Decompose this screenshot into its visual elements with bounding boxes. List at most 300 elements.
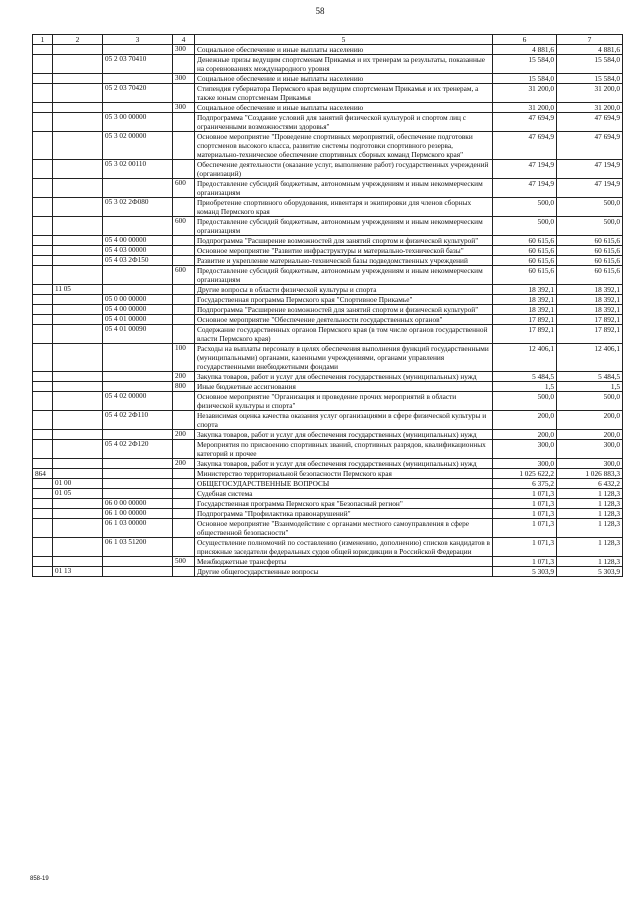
ministry-code-cell bbox=[33, 217, 53, 236]
target-article-cell bbox=[103, 372, 173, 382]
ministry-code-cell bbox=[33, 160, 53, 179]
section-code-cell bbox=[53, 84, 103, 103]
expense-type-cell bbox=[173, 567, 195, 577]
table-row bbox=[33, 55, 623, 74]
table-row bbox=[33, 315, 623, 325]
table-row bbox=[33, 217, 623, 236]
table-row bbox=[33, 509, 623, 519]
ministry-code-cell bbox=[33, 305, 53, 315]
expense-type-cell bbox=[173, 256, 195, 266]
amount-cell: 60 615,6 bbox=[557, 256, 623, 266]
amount-cell: 1 071,3 bbox=[493, 519, 557, 538]
item-name-cell: Предоставление субсидий бюджетным, автономным учреждениям и иным некоммерческим организациям bbox=[195, 266, 493, 285]
table-body bbox=[33, 35, 623, 577]
ministry-code-cell: 864 bbox=[33, 469, 53, 479]
amount-cell: 1 071,3 bbox=[493, 499, 557, 509]
col-header-4: 4 bbox=[173, 35, 195, 45]
ministry-code-cell bbox=[33, 372, 53, 382]
target-article-cell: 05 4 02 2Ф120 bbox=[103, 440, 173, 459]
amount-cell: 60 615,6 bbox=[557, 246, 623, 256]
table-row bbox=[33, 567, 623, 577]
amount-cell: 5 484,5 bbox=[493, 372, 557, 382]
amount-cell: 1 071,3 bbox=[493, 489, 557, 499]
table-row bbox=[33, 372, 623, 382]
section-code-cell bbox=[53, 266, 103, 285]
target-article-cell: 05 0 00 00000 bbox=[103, 295, 173, 305]
section-code-cell: 01 13 bbox=[53, 567, 103, 577]
ministry-code-cell bbox=[33, 509, 53, 519]
section-code-cell bbox=[53, 509, 103, 519]
ministry-code-cell bbox=[33, 538, 53, 557]
section-code-cell bbox=[53, 344, 103, 372]
ministry-code-cell bbox=[33, 392, 53, 411]
item-name-cell: Обеспечение деятельности (оказание услуг, выполнение работ) государственных учреждений (организаций) bbox=[195, 160, 493, 179]
table-row bbox=[33, 266, 623, 285]
amount-cell: 17 892,1 bbox=[493, 325, 557, 344]
expense-type-cell bbox=[173, 315, 195, 325]
table-row bbox=[33, 84, 623, 103]
table-row bbox=[33, 469, 623, 479]
target-article-cell bbox=[103, 382, 173, 392]
section-code-cell bbox=[53, 103, 103, 113]
target-article-cell: 05 2 03 70410 bbox=[103, 55, 173, 74]
section-code-cell bbox=[53, 459, 103, 469]
item-name-cell: Основное мероприятие "Обеспечение деятельности государственных органов" bbox=[195, 315, 493, 325]
amount-cell: 31 200,0 bbox=[493, 103, 557, 113]
item-name-cell: Социальное обеспечение и иные выплаты населению bbox=[195, 74, 493, 84]
expense-type-cell bbox=[173, 236, 195, 246]
expense-type-cell bbox=[173, 469, 195, 479]
col-header-5: 5 bbox=[195, 35, 493, 45]
target-article-cell: 05 3 02 2Ф080 bbox=[103, 198, 173, 217]
expense-type-cell bbox=[173, 479, 195, 489]
item-name-cell: Иные бюджетные ассигнования bbox=[195, 382, 493, 392]
ministry-code-cell bbox=[33, 519, 53, 538]
amount-cell: 1 071,3 bbox=[493, 538, 557, 557]
section-code-cell bbox=[53, 382, 103, 392]
table-row bbox=[33, 344, 623, 372]
section-code-cell bbox=[53, 198, 103, 217]
item-name-cell: Подпрограмма "Профилактика правонарушений" bbox=[195, 509, 493, 519]
table-row bbox=[33, 256, 623, 266]
table-row bbox=[33, 499, 623, 509]
target-article-cell bbox=[103, 266, 173, 285]
section-code-cell bbox=[53, 160, 103, 179]
section-code-cell bbox=[53, 236, 103, 246]
item-name-cell: Закупка товаров, работ и услуг для обеспечения государственных (муниципальных) нужд bbox=[195, 430, 493, 440]
expense-type-cell: 800 bbox=[173, 382, 195, 392]
target-article-cell: 05 4 02 2Ф110 bbox=[103, 411, 173, 430]
amount-cell: 47 194,9 bbox=[493, 179, 557, 198]
expense-type-cell: 600 bbox=[173, 217, 195, 236]
target-article-cell: 05 4 00 00000 bbox=[103, 236, 173, 246]
col-header-7: 7 bbox=[557, 35, 623, 45]
amount-cell: 60 615,6 bbox=[557, 266, 623, 285]
target-article-cell: 05 4 02 00000 bbox=[103, 392, 173, 411]
amount-cell: 500,0 bbox=[557, 217, 623, 236]
amount-cell: 5 303,9 bbox=[557, 567, 623, 577]
section-code-cell bbox=[53, 217, 103, 236]
section-code-cell bbox=[53, 305, 103, 315]
section-code-cell bbox=[53, 325, 103, 344]
amount-cell: 60 615,6 bbox=[493, 236, 557, 246]
expense-type-cell bbox=[173, 392, 195, 411]
col-header-6: 6 bbox=[493, 35, 557, 45]
section-code-cell bbox=[53, 179, 103, 198]
ministry-code-cell bbox=[33, 256, 53, 266]
table-row bbox=[33, 392, 623, 411]
item-name-cell: Основное мероприятие "Развитие инфраструктуры и материально-технической базы" bbox=[195, 246, 493, 256]
amount-cell: 1 128,3 bbox=[557, 509, 623, 519]
item-name-cell: Государственная программа Пермского края "Безопасный регион" bbox=[195, 499, 493, 509]
expense-type-cell: 300 bbox=[173, 74, 195, 84]
expense-type-cell: 200 bbox=[173, 372, 195, 382]
table-row bbox=[33, 411, 623, 430]
amount-cell: 300,0 bbox=[493, 459, 557, 469]
item-name-cell: Государственная программа Пермского края "Спортивное Прикамье" bbox=[195, 295, 493, 305]
item-name-cell: Закупка товаров, работ и услуг для обеспечения государственных (муниципальных) нужд bbox=[195, 372, 493, 382]
amount-cell: 17 892,1 bbox=[493, 315, 557, 325]
target-article-cell bbox=[103, 489, 173, 499]
item-name-cell: Предоставление субсидий бюджетным, автономным учреждениям и иным некоммерческим организациям bbox=[195, 179, 493, 198]
ministry-code-cell bbox=[33, 489, 53, 499]
item-name-cell: Подпрограмма "Создание условий для занятий физической культурой и спортом лиц с ограниченными возможностями здоровья" bbox=[195, 113, 493, 132]
amount-cell: 1 128,3 bbox=[557, 499, 623, 509]
target-article-cell: 05 4 03 00000 bbox=[103, 246, 173, 256]
expense-type-cell bbox=[173, 499, 195, 509]
amount-cell: 18 392,1 bbox=[493, 295, 557, 305]
amount-cell: 15 584,0 bbox=[493, 55, 557, 74]
table-row bbox=[33, 519, 623, 538]
target-article-cell: 06 1 00 00000 bbox=[103, 509, 173, 519]
section-code-cell bbox=[53, 557, 103, 567]
amount-cell: 5 484,5 bbox=[557, 372, 623, 382]
expense-type-cell bbox=[173, 132, 195, 160]
amount-cell: 500,0 bbox=[557, 198, 623, 217]
amount-cell: 1,5 bbox=[493, 382, 557, 392]
amount-cell: 17 892,1 bbox=[557, 325, 623, 344]
amount-cell: 31 200,0 bbox=[493, 84, 557, 103]
table-row bbox=[33, 295, 623, 305]
item-name-cell: Министерство территориальной безопасности Пермского края bbox=[195, 469, 493, 479]
amount-cell: 500,0 bbox=[493, 217, 557, 236]
table-row bbox=[33, 305, 623, 315]
section-code-cell bbox=[53, 372, 103, 382]
expense-type-cell bbox=[173, 411, 195, 430]
expense-type-cell: 100 bbox=[173, 344, 195, 372]
target-article-cell: 06 1 03 00000 bbox=[103, 519, 173, 538]
amount-cell: 60 615,6 bbox=[557, 236, 623, 246]
amount-cell: 1 025 622,2 bbox=[493, 469, 557, 479]
amount-cell: 12 406,1 bbox=[493, 344, 557, 372]
item-name-cell: ОБЩЕГОСУДАРСТВЕННЫЕ ВОПРОСЫ bbox=[195, 479, 493, 489]
col-header-2: 2 bbox=[53, 35, 103, 45]
section-code-cell bbox=[53, 295, 103, 305]
ministry-code-cell bbox=[33, 459, 53, 469]
item-name-cell: Основное мероприятие "Проведение спортивных мероприятий, обеспечение подготовки спортсменов высокого класса, развитие системы подготовки спортивного резерва, материально-техническое обеспечение спортивных сборных команд Пермского края" bbox=[195, 132, 493, 160]
ministry-code-cell bbox=[33, 440, 53, 459]
target-article-cell bbox=[103, 557, 173, 567]
amount-cell: 15 584,0 bbox=[557, 55, 623, 74]
expense-type-cell bbox=[173, 295, 195, 305]
item-name-cell: Социальное обеспечение и иные выплаты населению bbox=[195, 103, 493, 113]
ministry-code-cell bbox=[33, 567, 53, 577]
table-row bbox=[33, 74, 623, 84]
target-article-cell bbox=[103, 479, 173, 489]
expense-type-cell bbox=[173, 489, 195, 499]
expense-type-cell bbox=[173, 198, 195, 217]
expense-type-cell bbox=[173, 160, 195, 179]
amount-cell: 47 694,9 bbox=[493, 113, 557, 132]
target-article-cell: 05 3 02 00000 bbox=[103, 132, 173, 160]
target-article-cell: 05 3 02 00110 bbox=[103, 160, 173, 179]
target-article-cell bbox=[103, 567, 173, 577]
target-article-cell bbox=[103, 430, 173, 440]
table-row bbox=[33, 382, 623, 392]
expense-type-cell bbox=[173, 538, 195, 557]
table-row bbox=[33, 236, 623, 246]
expense-type-cell bbox=[173, 440, 195, 459]
amount-cell: 5 303,9 bbox=[493, 567, 557, 577]
ministry-code-cell bbox=[33, 179, 53, 198]
amount-cell: 47 194,9 bbox=[493, 160, 557, 179]
item-name-cell: Основное мероприятие "Организация и проведение прочих мероприятий в области физической культуры и спорта" bbox=[195, 392, 493, 411]
amount-cell: 47 694,9 bbox=[493, 132, 557, 160]
item-name-cell: Независимая оценка качества оказания услуг организациями в сфере физической культуры и спорта bbox=[195, 411, 493, 430]
amount-cell: 500,0 bbox=[557, 392, 623, 411]
section-code-cell bbox=[53, 74, 103, 84]
amount-cell: 18 392,1 bbox=[493, 305, 557, 315]
item-name-cell: Приобретение спортивного оборудования, инвентаря и экипировки для членов сборных команд Пермского края bbox=[195, 198, 493, 217]
section-code-cell bbox=[53, 392, 103, 411]
target-article-cell bbox=[103, 344, 173, 372]
section-code-cell bbox=[53, 430, 103, 440]
table-row bbox=[33, 440, 623, 459]
table-row bbox=[33, 459, 623, 469]
table-row bbox=[33, 103, 623, 113]
ministry-code-cell bbox=[33, 411, 53, 430]
ministry-code-cell bbox=[33, 84, 53, 103]
section-code-cell bbox=[53, 538, 103, 557]
amount-cell: 60 615,6 bbox=[493, 266, 557, 285]
target-article-cell bbox=[103, 217, 173, 236]
table-row bbox=[33, 179, 623, 198]
col-header-3: 3 bbox=[103, 35, 173, 45]
ministry-code-cell bbox=[33, 266, 53, 285]
expense-type-cell: 500 bbox=[173, 557, 195, 567]
amount-cell: 200,0 bbox=[493, 430, 557, 440]
table-row bbox=[33, 160, 623, 179]
section-code-cell bbox=[53, 45, 103, 55]
amount-cell: 4 881,6 bbox=[493, 45, 557, 55]
amount-cell: 60 615,6 bbox=[493, 246, 557, 256]
amount-cell: 31 200,0 bbox=[557, 103, 623, 113]
amount-cell: 47 694,9 bbox=[557, 132, 623, 160]
ministry-code-cell bbox=[33, 315, 53, 325]
amount-cell: 12 406,1 bbox=[557, 344, 623, 372]
item-name-cell: Стипендия губернатора Пермского края ведущим спортсменам Прикамья и их тренерам, а также юным спортсменам Прикамья bbox=[195, 84, 493, 103]
table-row bbox=[33, 325, 623, 344]
expense-type-cell bbox=[173, 113, 195, 132]
amount-cell: 6 375,2 bbox=[493, 479, 557, 489]
ministry-code-cell bbox=[33, 430, 53, 440]
item-name-cell: Мероприятия по присвоению спортивных званий, спортивных разрядов, квалификационных категорий и прочее bbox=[195, 440, 493, 459]
target-article-cell bbox=[103, 285, 173, 295]
item-name-cell: Основное мероприятие "Взаимодействие с органами местного самоуправления в сфере общественной безопасности" bbox=[195, 519, 493, 538]
table-row bbox=[33, 246, 623, 256]
expense-type-cell: 300 bbox=[173, 45, 195, 55]
expense-type-cell bbox=[173, 285, 195, 295]
section-code-cell bbox=[53, 440, 103, 459]
expense-type-cell: 300 bbox=[173, 103, 195, 113]
section-code-cell bbox=[53, 411, 103, 430]
ministry-code-cell bbox=[33, 45, 53, 55]
amount-cell: 18 392,1 bbox=[557, 295, 623, 305]
target-article-cell bbox=[103, 45, 173, 55]
target-article-cell: 06 0 00 00000 bbox=[103, 499, 173, 509]
amount-cell: 200,0 bbox=[557, 411, 623, 430]
ministry-code-cell bbox=[33, 74, 53, 84]
ministry-code-cell bbox=[33, 198, 53, 217]
item-name-cell: Осуществление полномочий по составлению (изменению, дополнению) списков кандидатов в присяжные заседатели федеральных судов общей юрисдикции в Российской Федерации bbox=[195, 538, 493, 557]
ministry-code-cell bbox=[33, 499, 53, 509]
expense-type-cell: 200 bbox=[173, 430, 195, 440]
target-article-cell: 05 2 03 70420 bbox=[103, 84, 173, 103]
item-name-cell: Содержание государственных органов Пермского края (в том числе органов государственной власти Пермского края) bbox=[195, 325, 493, 344]
target-article-cell: 05 3 00 00000 bbox=[103, 113, 173, 132]
target-article-cell: 05 4 00 00000 bbox=[103, 305, 173, 315]
budget-table bbox=[32, 34, 623, 577]
expense-type-cell bbox=[173, 305, 195, 315]
section-code-cell bbox=[53, 519, 103, 538]
ministry-code-cell bbox=[33, 325, 53, 344]
section-code-cell bbox=[53, 469, 103, 479]
section-code-cell bbox=[53, 132, 103, 160]
amount-cell: 18 392,1 bbox=[557, 305, 623, 315]
item-name-cell: Подпрограмма "Расширение возможностей для занятий спортом и физической культурой" bbox=[195, 305, 493, 315]
amount-cell: 500,0 bbox=[493, 392, 557, 411]
amount-cell: 60 615,6 bbox=[493, 256, 557, 266]
amount-cell: 17 892,1 bbox=[557, 315, 623, 325]
item-name-cell: Предоставление субсидий бюджетным, автономным учреждениям и иным некоммерческим организациям bbox=[195, 217, 493, 236]
expense-type-cell bbox=[173, 84, 195, 103]
section-code-cell: 01 05 bbox=[53, 489, 103, 499]
amount-cell: 31 200,0 bbox=[557, 84, 623, 103]
section-code-cell bbox=[53, 256, 103, 266]
table-row bbox=[33, 538, 623, 557]
amount-cell: 15 584,0 bbox=[493, 74, 557, 84]
table-row bbox=[33, 198, 623, 217]
amount-cell: 200,0 bbox=[557, 430, 623, 440]
ministry-code-cell bbox=[33, 246, 53, 256]
amount-cell: 200,0 bbox=[493, 411, 557, 430]
section-code-cell bbox=[53, 113, 103, 132]
section-code-cell bbox=[53, 55, 103, 74]
amount-cell: 1,5 bbox=[557, 382, 623, 392]
amount-cell: 1 128,3 bbox=[557, 557, 623, 567]
item-name-cell: Закупка товаров, работ и услуг для обеспечения государственных (муниципальных) нужд bbox=[195, 459, 493, 469]
ministry-code-cell bbox=[33, 55, 53, 74]
table-row bbox=[33, 430, 623, 440]
amount-cell: 300,0 bbox=[557, 440, 623, 459]
section-code-cell bbox=[53, 499, 103, 509]
item-name-cell: Подпрограмма "Расширение возможностей для занятий спортом и физической культурой" bbox=[195, 236, 493, 246]
target-article-cell: 05 4 01 00090 bbox=[103, 325, 173, 344]
item-name-cell: Денежные призы ведущим спортсменам Прикамья и их тренерам за результаты, показанные на соревнованиях международного уровня bbox=[195, 55, 493, 74]
amount-cell: 18 392,1 bbox=[493, 285, 557, 295]
section-code-cell: 01 00 bbox=[53, 479, 103, 489]
amount-cell: 1 128,3 bbox=[557, 519, 623, 538]
amount-cell: 1 071,3 bbox=[493, 557, 557, 567]
ministry-code-cell bbox=[33, 344, 53, 372]
item-name-cell: Развитие и укрепление материально-технической базы подведомственных учреждений bbox=[195, 256, 493, 266]
section-code-cell: 11 05 bbox=[53, 285, 103, 295]
amount-cell: 300,0 bbox=[493, 440, 557, 459]
ministry-code-cell bbox=[33, 103, 53, 113]
amount-cell: 47 194,9 bbox=[557, 179, 623, 198]
amount-cell: 6 432,2 bbox=[557, 479, 623, 489]
amount-cell: 4 881,6 bbox=[557, 45, 623, 55]
section-code-cell bbox=[53, 315, 103, 325]
table-row bbox=[33, 45, 623, 55]
amount-cell: 1 071,3 bbox=[493, 509, 557, 519]
ministry-code-cell bbox=[33, 479, 53, 489]
amount-cell: 47 194,9 bbox=[557, 160, 623, 179]
table-row bbox=[33, 557, 623, 567]
expense-type-cell: 600 bbox=[173, 179, 195, 198]
ministry-code-cell bbox=[33, 236, 53, 246]
expense-type-cell: 200 bbox=[173, 459, 195, 469]
target-article-cell bbox=[103, 179, 173, 198]
section-code-cell bbox=[53, 246, 103, 256]
amount-cell: 1 128,3 bbox=[557, 538, 623, 557]
expense-type-cell: 600 bbox=[173, 266, 195, 285]
column-number-row bbox=[33, 35, 623, 45]
item-name-cell: Другие вопросы в области физической культуры и спорта bbox=[195, 285, 493, 295]
amount-cell: 1 128,3 bbox=[557, 489, 623, 499]
target-article-cell: 06 1 03 51200 bbox=[103, 538, 173, 557]
expense-type-cell bbox=[173, 55, 195, 74]
item-name-cell: Расходы на выплаты персоналу в целях обеспечения выполнения функций государственными (муниципальными) органами, казенными учреждениями, органами управления государственными внебюджетными фондами bbox=[195, 344, 493, 372]
ministry-code-cell bbox=[33, 285, 53, 295]
table-row bbox=[33, 479, 623, 489]
target-article-cell bbox=[103, 74, 173, 84]
item-name-cell: Другие общегосударственные вопросы bbox=[195, 567, 493, 577]
ministry-code-cell bbox=[33, 295, 53, 305]
target-article-cell bbox=[103, 103, 173, 113]
item-name-cell: Межбюджетные трансферты bbox=[195, 557, 493, 567]
amount-cell: 15 584,0 bbox=[557, 74, 623, 84]
expense-type-cell bbox=[173, 519, 195, 538]
ministry-code-cell bbox=[33, 557, 53, 567]
page-number: 58 bbox=[315, 6, 325, 16]
item-name-cell: Судебная система bbox=[195, 489, 493, 499]
col-header-1: 1 bbox=[33, 35, 53, 45]
ministry-code-cell bbox=[33, 113, 53, 132]
target-article-cell: 05 4 01 00000 bbox=[103, 315, 173, 325]
target-article-cell: 05 4 03 2Ф150 bbox=[103, 256, 173, 266]
amount-cell: 1 026 883,3 bbox=[557, 469, 623, 479]
target-article-cell bbox=[103, 459, 173, 469]
table-row bbox=[33, 285, 623, 295]
table-row bbox=[33, 132, 623, 160]
ministry-code-cell bbox=[33, 382, 53, 392]
amount-cell: 18 392,1 bbox=[557, 285, 623, 295]
footer-code: 858-19 bbox=[30, 876, 49, 882]
target-article-cell bbox=[103, 469, 173, 479]
item-name-cell: Социальное обеспечение и иные выплаты населению bbox=[195, 45, 493, 55]
expense-type-cell bbox=[173, 509, 195, 519]
